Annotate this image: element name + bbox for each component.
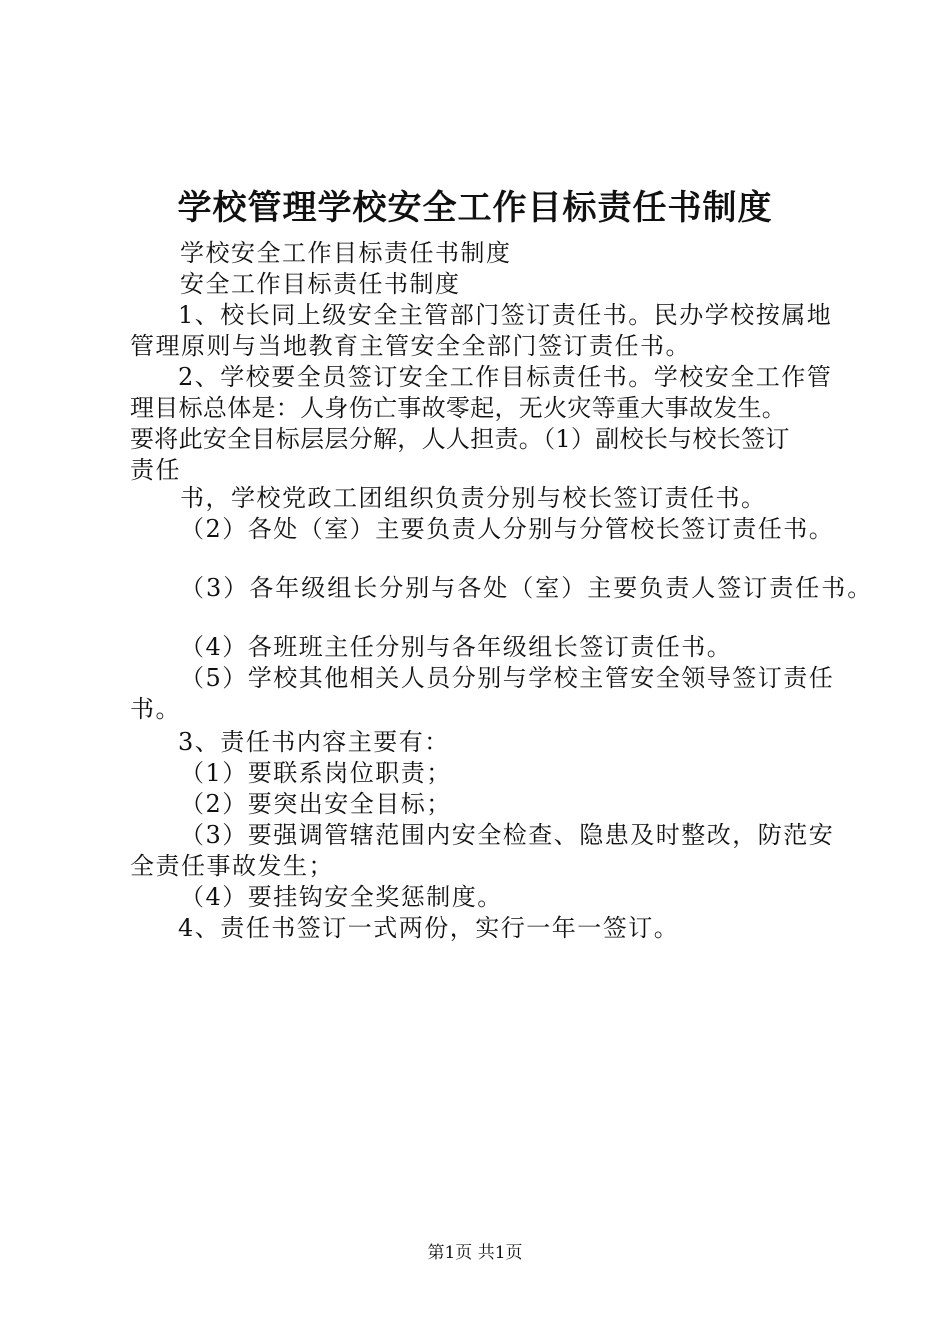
- paragraph-line: （1）要联系岗位职责；: [180, 759, 452, 787]
- paragraph-line: 1、校长同上级安全主管部门签订责任书。民办学校按属地: [178, 301, 833, 329]
- paragraph-line: 3、责任书内容主要有：: [178, 728, 450, 756]
- paragraph-line: （3）要强调管辖范围内安全检查、隐患及时整改，防范安: [180, 821, 835, 849]
- paragraph-line: 全责任事故发生；: [130, 852, 334, 880]
- paragraph-line: 安全工作目标责任书制度: [180, 270, 461, 298]
- document-title: 学校管理学校安全工作目标责任书制度: [177, 188, 773, 228]
- paragraph-line: 4、责任书签订一式两份，实行一年一签订。: [178, 914, 680, 942]
- paragraph-line: 管理原则与当地教育主管安全全部门签订责任书。: [130, 332, 691, 360]
- paragraph-line: 书，学校党政工团组织负责分别与校长签订责任书。: [180, 484, 767, 512]
- paragraph-line: 要将此安全目标层层分解，人人担责。（1）副校长与校长签订: [130, 425, 790, 453]
- paragraph-line: 2、学校要全员签订安全工作目标责任书。学校安全工作管: [178, 363, 833, 391]
- paragraph-line: （2）要突出安全目标；: [180, 790, 452, 818]
- paragraph-line: 责任: [130, 456, 181, 484]
- paragraph-line: 理目标总体是：人身伤亡事故零起，无火灾等重大事故发生。: [130, 394, 787, 422]
- paragraph-line: （3）各年级组长分别与各处（室）主要负责人签订责任书。: [180, 574, 874, 602]
- paragraph-line: （5）学校其他相关人员分别与学校主管安全领导签订责任: [180, 664, 835, 692]
- page-footer: 第1页 共1页: [427, 1243, 523, 1263]
- paragraph-line: 学校安全工作目标责任书制度: [180, 239, 512, 267]
- paragraph-line: 书。: [130, 695, 181, 723]
- paragraph-line: （4）各班班主任分别与各年级组长签订责任书。: [180, 633, 733, 661]
- paragraph-line: （2）各处（室）主要负责人分别与分管校长签订责任书。: [180, 515, 835, 543]
- paragraph-line: （4）要挂钩安全奖惩制度。: [180, 883, 503, 911]
